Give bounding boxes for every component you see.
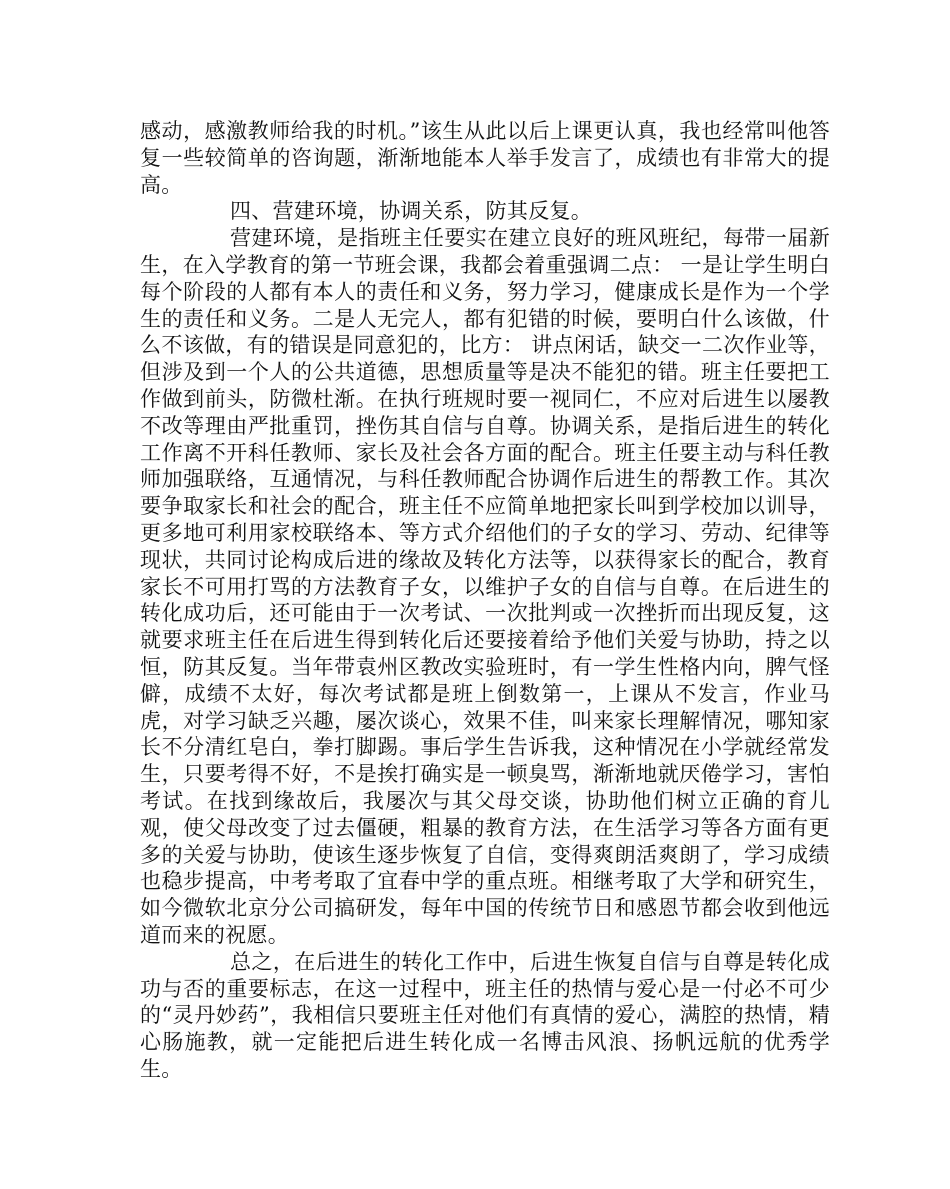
document-body [140, 118, 830, 1083]
section-heading: 四、营建环境，协调关系，防其反复。 [230, 199, 593, 224]
paragraph-conclusion: 总之，在后进生的转化工作中，后进生恢复自信与自尊是转化成功与否的重要标志，在这一过程中，班主任的热情与爱心是一付必不可少的“灵丹妙药”，我相信只要班主任对他们有真情的爱心，满腔的热情，精心肠施教，就一定能把后进生转化成一名博击风浪、扬帆远航的优秀学生。 [140, 949, 830, 1081]
paragraph-continuation: 感动，感激教师给我的时机。”该生从此以后上课更认真，我也经常叫他答复一些较简单的咨询题，渐渐地能本人举手发言了，成绩也有非常大的提高。 [140, 119, 830, 197]
paragraph-body: 营建环境，是指班主任要实在建立良好的班风班纪，每带一届新生，在入学教育的第一节班会课，我都会着重强调二点： 一是让学生明白每个阶段的人都有本人的责任和义务，努力学习，健康成长是作为一个学生的责任和义务。二是人无完人，都有犯错的时候，要明白什么该做，什么不该做，有的错误是同意犯的，比方： 讲点闲话，缺交一二次作业等，但涉及到一个人的公共道德，思想质量等是决不能犯的错。班主任要把工作做到前头，防微杜渐。在执行班规时要一视同仁，不应对后进生以屡教不改等理由严批重罚，挫伤其自信与自尊。协调关系，是指后进生的转化工作离不开科任教师、家长及社会各方面的配合。班主任要主动与科任教师加强联络，互通情况，与科任教师配合协调作后进生的帮教工作。其次要争取家长和社会的配合，班主任不应简单地把家长叫到学校加以训导，更多地可利用家校联络本、等方式介绍他们的子女的学习、劳动、纪律等现状，共同讨论构成后进的缘故及转化方法等，以获得家长的配合，教育家长不可用打骂的方法教育子女，以维护子女的自信与自尊。在后进生的转化成功后，还可能由于一次考试、一次批判或一次挫折而出现反复，这就要求班主任在后进生得到转化后还要接着给予他们关爱与协助，持之以恒，防其反复。当年带袁州区教改实验班时，有一学生性格内向，脾气怪僻，成绩不太好，每次考试都是班上倒数第一，上课从不发言，作业马虎，对学习缺乏兴趣，屡次谈心，效果不佳，叫来家长理解情况，哪知家长不分清红皂白，拳打脚踢。事后学生告诉我，这种情况在小学就经常发生，只要考得不好，不是挨打确实是一顿臭骂，渐渐地就厌倦学习，害怕考试。在找到缘故后，我屡次与其父母交谈，协助他们树立正确的育儿观，使父母改变了过去僵硬，粗暴的教育方法，在生活学习等各方面有更多的关爱与协助，使该生逐步恢复了自信，变得爽朗活爽朗了，学习成绩也稳步提高，中考考取了宜春中学的重点班。相继考取了大学和研究生，如今微软北京分公司搞研发，每年中国的传统节日和感恩节都会收到他远道而来的祝愿。 [140, 226, 830, 947]
